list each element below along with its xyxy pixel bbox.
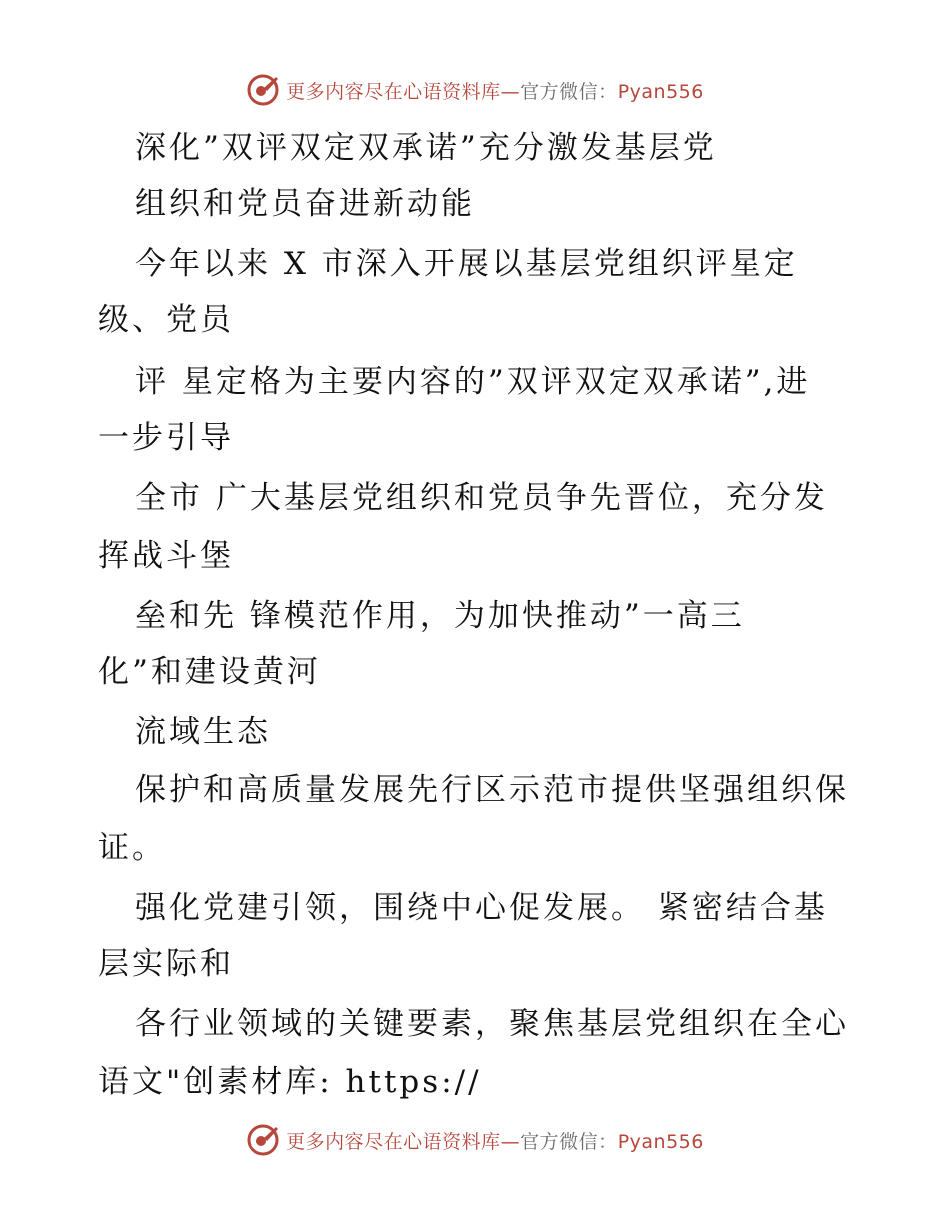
footer-banner bbox=[0, 1120, 950, 1160]
banner-content bbox=[246, 73, 704, 107]
text-line: 深化”双评双定双承诺”充分激发基层党 bbox=[135, 130, 717, 166]
text-line: 层实际和 bbox=[98, 946, 234, 982]
banner-dash: — bbox=[500, 1130, 521, 1153]
header-banner bbox=[0, 70, 950, 110]
banner-title: 更多内容尽在心语资料库 bbox=[286, 1130, 501, 1153]
text-line: 化”和建设黄河 bbox=[98, 654, 321, 690]
banner-title: 更多内容尽在心语资料库 bbox=[286, 80, 501, 103]
text-line: 挥战斗堡 bbox=[98, 538, 234, 574]
text-line: 一步引导 bbox=[98, 420, 234, 456]
banner-content bbox=[246, 1123, 704, 1157]
banner-wechat-id: Pyan556 bbox=[617, 1130, 704, 1153]
text-line: 保护和高质量发展先行区示范市提供坚强组织保 bbox=[135, 772, 849, 808]
banner-dash: — bbox=[500, 80, 521, 103]
text-line: 今年以来 X 市深入开展以基层党组织评星定 bbox=[135, 246, 798, 282]
logo-icon bbox=[246, 1123, 280, 1157]
text-line: 级、党员 bbox=[98, 302, 234, 338]
text-line: 语文"创素材库: https:// bbox=[98, 1064, 482, 1100]
text-line: 各行业领域的关键要素，聚焦基层党组织在全心 bbox=[135, 1006, 849, 1042]
banner-wechat-label: 官方微信： bbox=[520, 80, 618, 103]
text-line: 组织和党员奋进新动能 bbox=[135, 186, 475, 222]
banner-wechat-label: 官方微信： bbox=[520, 1130, 618, 1153]
text-line: 垒和先 锋模范作用，为加快推动”一高三 bbox=[135, 598, 745, 634]
banner-wechat-id: Pyan556 bbox=[617, 80, 704, 103]
logo-icon bbox=[246, 73, 280, 107]
text-line: 评 星定格为主要内容的”双评双定双承诺”,进 bbox=[135, 364, 811, 400]
text-line: 流域生态 bbox=[135, 714, 271, 750]
banner-text bbox=[286, 77, 704, 104]
text-line: 证。 bbox=[98, 830, 166, 866]
banner-text bbox=[286, 1127, 704, 1154]
text-line: 强化党建引领，围绕中心促发展。 紧密结合基 bbox=[135, 890, 828, 926]
text-line: 全市 广大基层党组织和党员争先晋位，充分发 bbox=[135, 480, 828, 516]
